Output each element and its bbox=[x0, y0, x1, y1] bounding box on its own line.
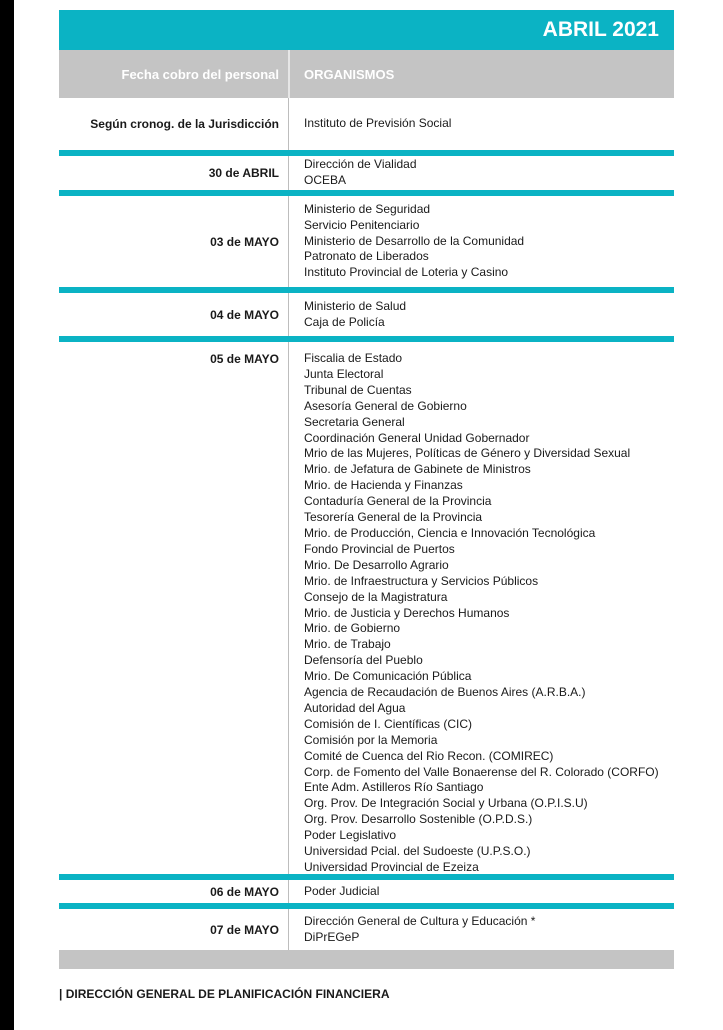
organism-item: Org. Prov. De Integración Social y Urbana (O.P.I.S.U) bbox=[304, 796, 588, 811]
payment-date: Según cronog. de la Jurisdicción bbox=[90, 117, 279, 131]
payment-date: 07 de MAYO bbox=[210, 922, 279, 937]
organism-item: Patronato de Liberados bbox=[304, 249, 429, 264]
organism-item: Dirección de Vialidad bbox=[304, 157, 417, 172]
organism-item: Autoridad del Agua bbox=[304, 700, 406, 715]
payment-date: 30 de ABRIL bbox=[208, 166, 279, 180]
table-row bbox=[59, 909, 674, 950]
organism-item: Servicio Penitenciario bbox=[304, 217, 420, 232]
organism-item: Mrio de las Mujeres, Políticas de Género y Diversidad Sexual bbox=[304, 446, 631, 461]
organism-item: Defensoría del Pueblo bbox=[304, 653, 423, 668]
organism-item: Fiscalia de Estado bbox=[304, 351, 403, 365]
organism-item: Mrio. de Infraestructura y Servicios Públicos bbox=[304, 573, 539, 588]
organism-item: Mrio. de Trabajo bbox=[304, 637, 391, 652]
page-title: ABRIL 2021 bbox=[542, 18, 659, 41]
table-footer-bar bbox=[59, 950, 674, 969]
organism-item: Caja de Policía bbox=[304, 314, 385, 329]
organisms-cell bbox=[288, 342, 674, 874]
title-bar bbox=[59, 10, 674, 50]
organisms-cell bbox=[288, 98, 674, 150]
organisms-cell bbox=[288, 293, 674, 336]
table-row bbox=[59, 880, 674, 903]
table-row bbox=[59, 293, 674, 336]
table-body bbox=[59, 98, 674, 969]
table-row bbox=[59, 98, 674, 150]
organism-item: DiPrEGeP bbox=[304, 929, 360, 944]
organism-item: Comité de Cuenca del Rio Recon. (COMIREC) bbox=[304, 748, 554, 763]
schedule-table bbox=[59, 10, 674, 969]
table-row bbox=[59, 342, 674, 874]
organism-item: Mrio. de Jefatura de Gabinete de Ministros bbox=[304, 462, 531, 477]
organism-item: Instituto Provincial de Loteria y Casino bbox=[304, 265, 509, 280]
organism-item: Comisión por la Memoria bbox=[304, 732, 438, 747]
organism-item: OCEBA bbox=[304, 173, 347, 187]
organism-item: Consejo de la Magistratura bbox=[304, 589, 448, 604]
organism-item: Comisión de I. Científicas (CIC) bbox=[304, 716, 473, 731]
header-organisms-column: ORGANISMOS bbox=[288, 50, 674, 98]
organisms-cell bbox=[288, 880, 674, 903]
organism-item: Secretaria General bbox=[304, 414, 405, 429]
organism-item: Dirección General de Cultura y Educación * bbox=[304, 913, 536, 928]
organisms-cell bbox=[288, 156, 674, 190]
organism-item: Org. Prov. Desarrollo Sostenible (O.P.D.S.) bbox=[304, 812, 533, 827]
organism-item: Mrio. de Hacienda y Finanzas bbox=[304, 478, 463, 493]
organism-item: Tribunal de Cuentas bbox=[304, 382, 412, 397]
table-row bbox=[59, 156, 674, 190]
organism-item: Coordinación General Unidad Gobernador bbox=[304, 430, 530, 445]
organism-item: Ministerio de Salud bbox=[304, 298, 407, 313]
organism-item: Tesorería General de la Provincia bbox=[304, 510, 483, 525]
header-date-column: Fecha cobro del personal bbox=[121, 66, 279, 82]
organism-item: Mrio. De Desarrollo Agrario bbox=[304, 557, 449, 572]
organism-item: Corp. de Fomento del Valle Bonaerense del R. Colorado (CORFO) bbox=[304, 764, 659, 779]
organism-item: Universidad Provincial de Ezeiza bbox=[304, 860, 479, 874]
organism-item: Mrio. De Comunicación Pública bbox=[304, 669, 472, 684]
payment-date: 06 de MAYO bbox=[210, 884, 279, 899]
payment-date: 03 de MAYO bbox=[210, 234, 279, 249]
table-row bbox=[59, 196, 674, 287]
organism-item: Poder Judicial bbox=[304, 883, 380, 898]
organism-item: Fondo Provincial de Puertos bbox=[304, 541, 455, 556]
page-edge bbox=[0, 0, 14, 1030]
payment-date: 05 de MAYO bbox=[210, 352, 279, 366]
organism-item: Instituto de Previsión Social bbox=[304, 116, 452, 131]
organism-item: Asesoría General de Gobierno bbox=[304, 398, 467, 413]
table-header bbox=[59, 50, 674, 98]
organism-item: Mrio. de Producción, Ciencia e Innovación Tecnológica bbox=[304, 525, 596, 540]
payment-date: 04 de MAYO bbox=[210, 307, 279, 322]
organism-item: Universidad Pcial. del Sudoeste (U.P.S.O.) bbox=[304, 844, 531, 859]
organism-item: Mrio. de Justicia y Derechos Humanos bbox=[304, 605, 510, 620]
organism-item: Agencia de Recaudación de Buenos Aires (A.R.B.A.) bbox=[304, 685, 586, 700]
organism-item: Poder Legislativo bbox=[304, 828, 397, 843]
organism-item: Junta Electoral bbox=[304, 366, 384, 381]
footer-department: | DIRECCIÓN GENERAL DE PLANIFICACIÓN FINANCIERA bbox=[59, 987, 390, 1001]
organism-item: Ministerio de Seguridad bbox=[304, 201, 431, 216]
organisms-cell bbox=[288, 909, 674, 950]
organisms-cell bbox=[288, 196, 674, 287]
organism-item: Ente Adm. Astilleros Río Santiago bbox=[304, 780, 484, 795]
organism-item: Mrio. de Gobierno bbox=[304, 621, 401, 636]
organism-item: Ministerio de Desarrollo de la Comunidad bbox=[304, 233, 525, 248]
organism-item: Contaduría General de la Provincia bbox=[304, 494, 492, 509]
